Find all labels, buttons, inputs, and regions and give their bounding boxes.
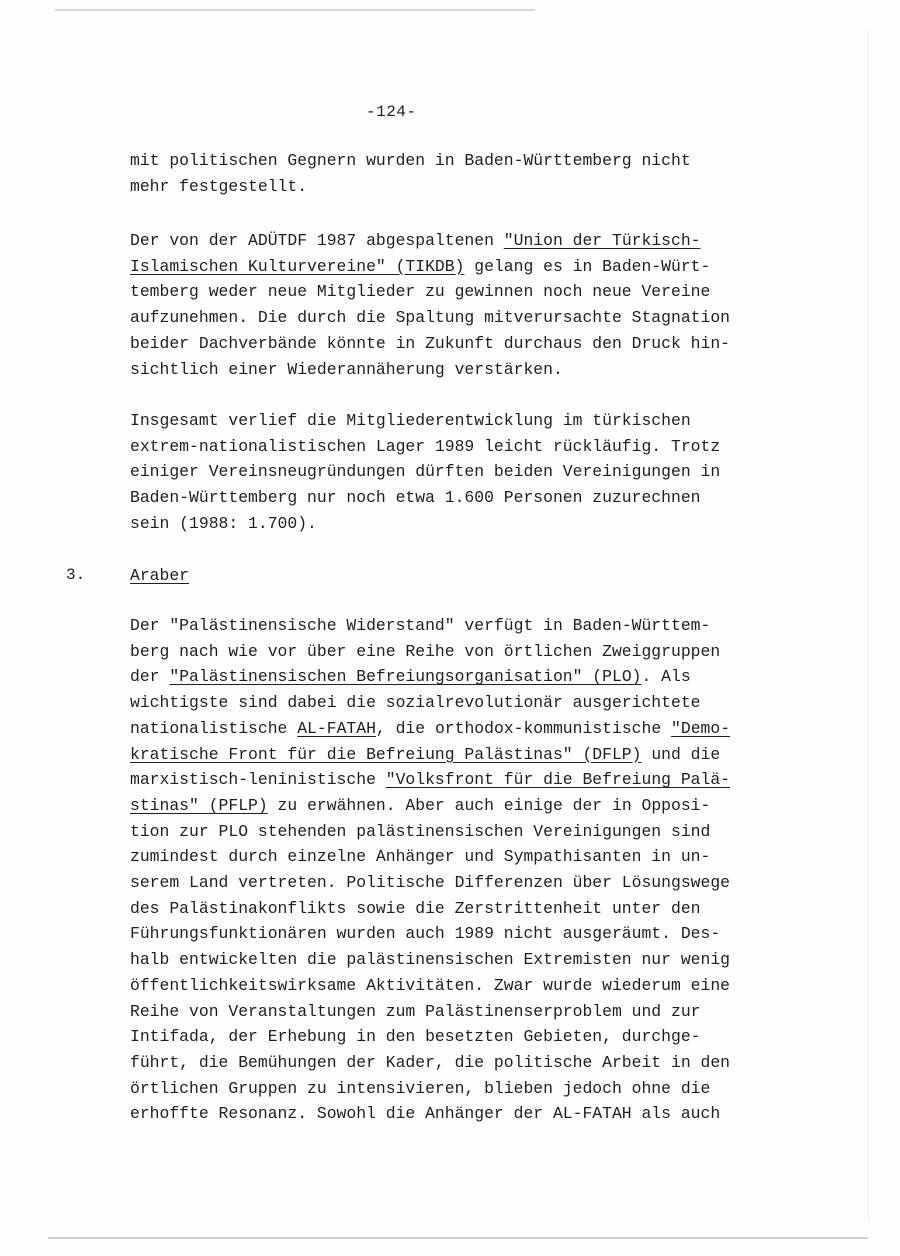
text-span: . Als	[641, 667, 691, 687]
text-line: Der "Palästinensische Widerstand" verfügt in Baden-Württem-	[130, 616, 711, 635]
text-line: sein (1988: 1.700).	[130, 513, 317, 533]
paragraph-3	[130, 408, 790, 537]
text-line: temberg weder neue Mitglieder zu gewinnen noch neue Vereine	[130, 282, 711, 302]
org-name-dflp: "Demo-	[671, 718, 731, 738]
text-line: Insgesamt verlief die Mitgliederentwicklung im türkischen	[130, 411, 691, 430]
scan-edge-top	[55, 9, 535, 11]
text-line	[130, 767, 790, 793]
text-line: serem Land vertreten. Politische Differenzen über Lösungswege	[130, 873, 730, 893]
paragraph-2	[130, 228, 790, 382]
text-line: öffentlichkeitswirksame Aktivitäten. Zwar wurde wiederum eine	[130, 975, 730, 995]
text-line: beider Dachverbände könnte in Zukunft durchaus den Druck hin-	[130, 333, 730, 353]
text-line	[130, 664, 790, 690]
org-name-al-fatah: AL-FATAH	[297, 718, 376, 738]
text-line: führt, die Bemühungen der Kader, die politische Arbeit in den	[130, 1052, 730, 1072]
text-line: Baden-Württemberg nur noch etwa 1.600 Personen zuzurechnen	[130, 488, 701, 508]
org-name-tikdb: "Union der Türkisch-	[503, 231, 701, 250]
text-span: Der von der ADÜTDF 1987 abgespaltenen	[130, 231, 504, 250]
text-line: zumindest durch einzelne Anhänger und Sympathisanten in un-	[130, 847, 711, 867]
text-line: aufzunehmen. Die durch die Spaltung mitverursachte Stagnation	[130, 308, 730, 328]
text-line: halb entwickelten die palästinensischen Extremisten nur wenig	[130, 950, 730, 970]
org-name-pflp: stinas" (PFLP)	[130, 795, 268, 815]
section-title: Araber	[130, 566, 190, 585]
scan-edge-bottom	[48, 1237, 868, 1239]
text-line: Reihe von Veranstaltungen zum Palästinenserproblem und zur	[130, 1001, 701, 1021]
scan-edge-right	[868, 30, 869, 1220]
paragraph-1	[130, 148, 790, 199]
org-name-dflp: kratische Front für die Befreiung Palästinas" (DFLP)	[130, 744, 642, 764]
text-line: extrem-nationalistischen Lager 1989 leicht rückläufig. Trotz	[130, 436, 721, 456]
text-line: sichtlich einer Wiederannäherung verstärken.	[130, 359, 563, 379]
paragraph-4	[130, 613, 790, 1127]
text-line: mit politischen Gegnern wurden in Baden-Württemberg nicht	[130, 151, 691, 170]
text-line: Intifada, der Erhebung in den besetzten Gebieten, durchge-	[130, 1027, 701, 1047]
text-line: einiger Vereinsneugründungen dürften beiden Vereinigungen in	[130, 462, 721, 482]
text-line: Führungsfunktionären wurden auch 1989 nicht ausgeräumt. Des-	[130, 924, 721, 944]
text-span: und die	[641, 744, 721, 764]
text-span: gelang es in Baden-Würt-	[464, 256, 711, 276]
text-line: berg nach wie vor über eine Reihe von örtlichen Zweiggruppen	[130, 641, 721, 661]
text-line: örtlichen Gruppen zu intensivieren, blieben jedoch ohne die	[130, 1078, 711, 1098]
text-line: wichtigste sind dabei die sozialrevolutionär ausgerichtete	[130, 693, 701, 713]
text-span: marxistisch-leninistische	[130, 770, 386, 790]
text-line: mehr festgestellt.	[130, 176, 308, 196]
text-line: erhoffte Resonanz. Sowohl die Anhänger der AL-FATAH als auch	[130, 1104, 721, 1124]
text-line	[130, 228, 790, 254]
text-span: , die orthodox-kommunistische	[375, 718, 672, 738]
text-line: des Palästinakonflikts sowie die Zerstrittenheit unter den	[130, 898, 701, 918]
text-line	[130, 742, 790, 768]
section-number: 3.	[66, 566, 86, 584]
page-number: -124-	[366, 103, 417, 121]
org-name-pflp: "Volksfront für die Befreiung Palä-	[385, 770, 731, 790]
org-name-plo: "Palästinensischen Befreiungsorganisation" (PLO)	[169, 667, 642, 687]
text-line	[130, 716, 790, 742]
org-name-tikdb: Islamischen Kulturvereine" (TIKDB)	[130, 256, 465, 276]
text-span: der	[130, 667, 170, 687]
text-span: zu erwähnen. Aber auch einige der in Opposi-	[267, 795, 711, 815]
text-span: nationalistische	[130, 718, 298, 738]
text-line	[130, 254, 790, 280]
text-line	[130, 793, 790, 819]
text-line: tion zur PLO stehenden palästinensischen Vereinigungen sind	[130, 821, 711, 841]
